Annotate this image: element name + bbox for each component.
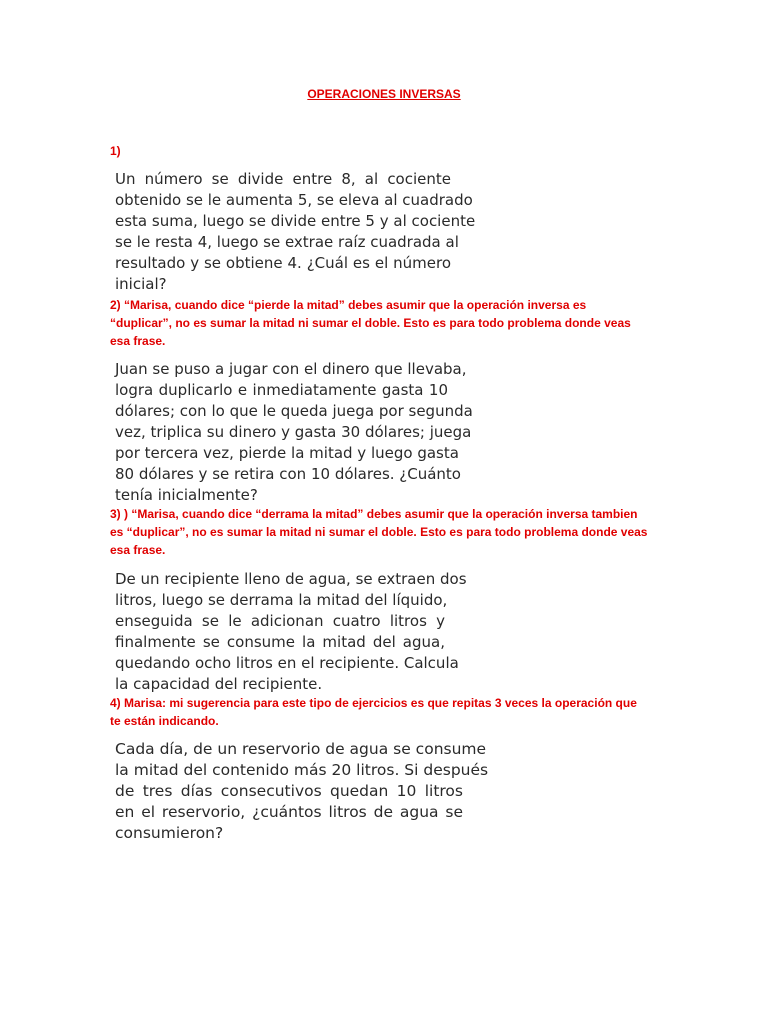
note-line: te están indicando. xyxy=(110,714,219,728)
problem-line: la capacidad del recipiente. xyxy=(115,675,323,693)
problem-line: se le resta 4, luego se extrae raíz cuadrada al xyxy=(115,233,459,251)
problem-line: litros, luego se derrama la mitad del líquido, xyxy=(115,591,448,609)
problem-line: enseguida se le adicionan cuatro litros y xyxy=(115,612,445,630)
problem-line: consumieron? xyxy=(115,824,224,842)
note-line: 1) xyxy=(110,144,121,158)
note-line: esa frase. xyxy=(110,334,166,348)
problem-line: Juan se puso a jugar con el dinero que llevaba, xyxy=(115,360,467,378)
problem-1-text xyxy=(115,169,476,295)
problem-line: logra duplicarlo e inmediatamente gasta 10 xyxy=(115,381,448,399)
problem-4-text xyxy=(115,739,489,844)
problem-line: Un número se divide entre 8, al cociente xyxy=(115,170,451,188)
problem-line: quedando ocho litros en el recipiente. Calcula xyxy=(115,654,459,672)
problem-line: tenía inicialmente? xyxy=(115,486,258,504)
section-4-note xyxy=(110,694,670,730)
note-line: 2) “Marisa, cuando dice “pierde la mitad” debes asumir que la operación inversa es xyxy=(110,298,587,312)
note-line: esa frase. xyxy=(110,543,166,557)
note-line: 3) ) “Marisa, cuando dice “derrama la mitad” debes asumir que la operación inversa tambien xyxy=(110,507,638,521)
problem-line: finalmente se consume la mitad del agua, xyxy=(115,633,445,651)
page-title: OPERACIONES INVERSAS xyxy=(307,87,461,101)
problem-line: la mitad del contenido más 20 litros. Si después xyxy=(115,761,489,779)
note-line: “duplicar”, no es sumar la mitad ni sumar el doble. Esto es para todo problema donde veas xyxy=(110,316,631,330)
problem-line: en el reservorio, ¿cuántos litros de agua se xyxy=(115,803,463,821)
problem-line: vez, triplica su dinero y gasta 30 dólares; juega xyxy=(115,423,472,441)
problem-line: esta suma, luego se divide entre 5 y al cociente xyxy=(115,212,476,230)
problem-line: por tercera vez, pierde la mitad y luego gasta xyxy=(115,444,459,462)
problem-line: inicial? xyxy=(115,275,167,293)
note-line: es “duplicar”, no es sumar la mitad ni sumar el doble. Esto es para todo problema donde veas xyxy=(110,525,648,539)
problem-line: obtenido se le aumenta 5, se eleva al cuadrado xyxy=(115,191,473,209)
problem-line: resultado y se obtiene 4. ¿Cuál es el número xyxy=(115,254,451,272)
problem-2-text xyxy=(115,359,473,506)
problem-line: de tres días consecutivos quedan 10 litros xyxy=(115,782,463,800)
problem-line: dólares; con lo que le queda juega por segunda xyxy=(115,402,473,420)
problem-line: 80 dólares y se retira con 10 dólares. ¿Cuánto xyxy=(115,465,461,483)
section-3-note xyxy=(110,505,670,559)
problem-line: De un recipiente lleno de agua, se extraen dos xyxy=(115,570,467,588)
note-line: 4) Marisa: mi sugerencia para este tipo de ejercicios es que repitas 3 veces la operación que xyxy=(110,696,637,710)
section-2-note xyxy=(110,296,670,350)
section-1-label xyxy=(110,142,670,160)
problem-3-text xyxy=(115,569,467,695)
problem-line: Cada día, de un reservorio de agua se consume xyxy=(115,740,487,758)
